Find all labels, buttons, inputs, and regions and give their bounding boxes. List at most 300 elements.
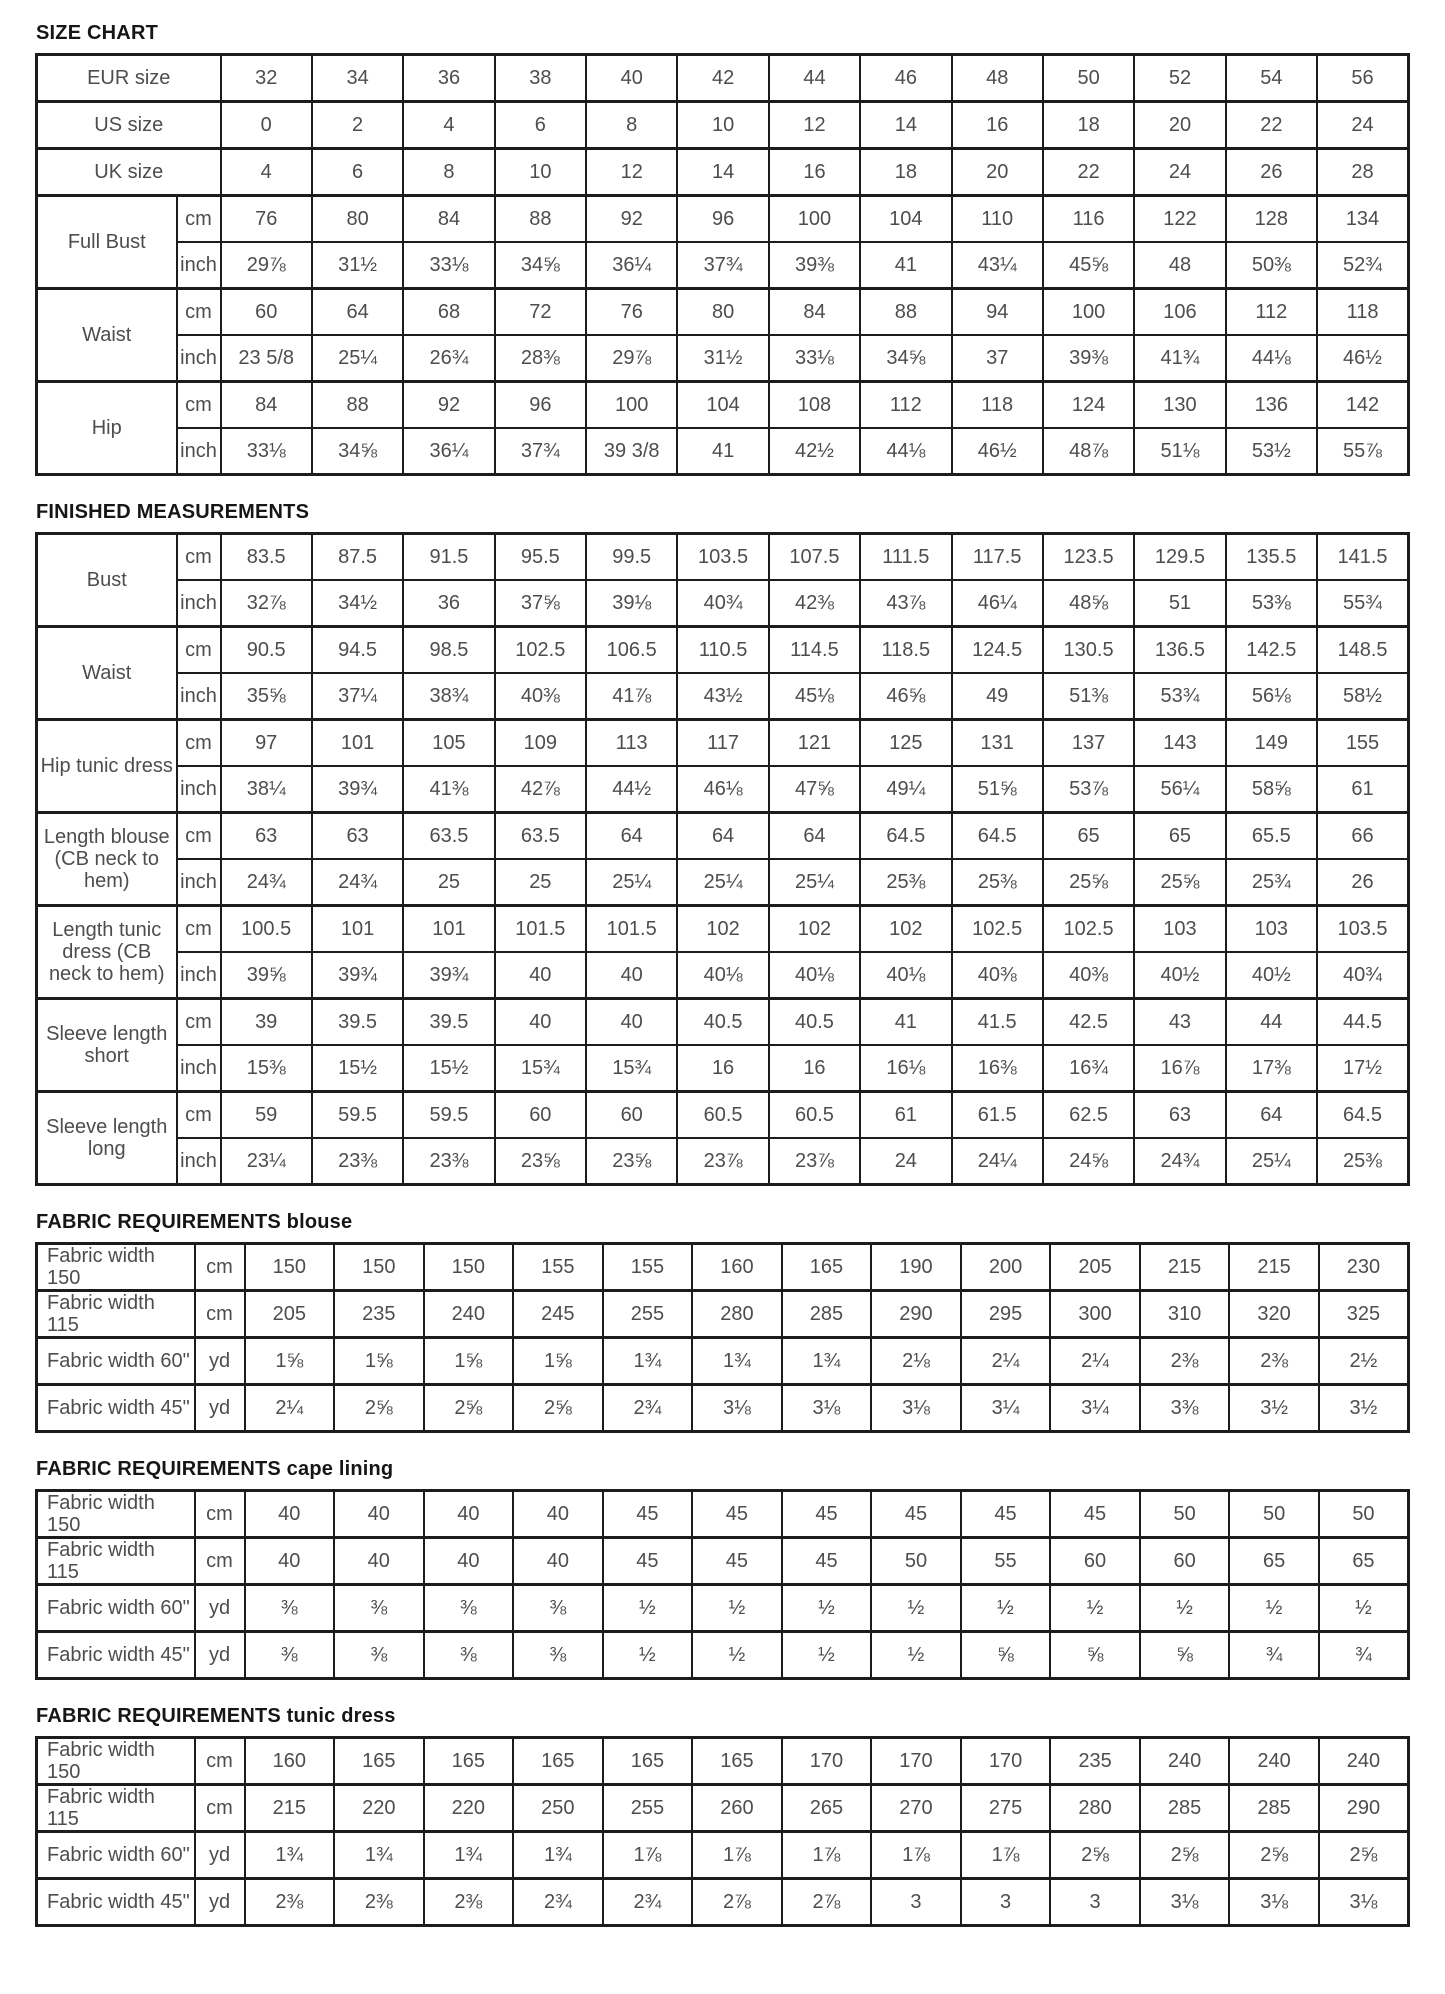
value-cell: 41.5 <box>952 999 1043 1046</box>
section-title: FINISHED MEASUREMENTS <box>36 501 310 523</box>
table-row <box>37 1738 1409 1785</box>
value-cell: 20 <box>952 149 1043 196</box>
value-cell: 44⅛ <box>860 428 951 475</box>
table-row <box>37 906 1409 953</box>
value-cell: 96 <box>495 382 586 429</box>
value-cell: 34⅝ <box>312 428 403 475</box>
value-cell: 60 <box>1140 1538 1230 1585</box>
value-cell: 150 <box>334 1244 424 1291</box>
value-cell: 285 <box>782 1291 872 1338</box>
value-cell: 39 3/8 <box>586 428 677 475</box>
value-cell: 18 <box>1043 102 1134 149</box>
value-cell: 38¼ <box>221 766 312 813</box>
value-cell: 285 <box>1229 1785 1319 1832</box>
value-cell: 2¼ <box>245 1385 335 1432</box>
value-cell: 31½ <box>677 335 768 382</box>
value-cell: 3¼ <box>961 1385 1051 1432</box>
value-cell: 44.5 <box>1317 999 1409 1046</box>
table-row <box>37 428 1409 475</box>
value-cell: ½ <box>961 1585 1051 1632</box>
value-cell: 61.5 <box>952 1092 1043 1139</box>
value-cell: 72 <box>495 289 586 336</box>
value-cell: 3 <box>871 1879 961 1926</box>
value-cell: 102 <box>860 906 951 953</box>
value-cell: 2⅜ <box>245 1879 335 1926</box>
value-cell: 39⅝ <box>221 952 312 999</box>
value-cell: 28 <box>1317 149 1408 196</box>
value-cell: 16⅞ <box>1134 1045 1225 1092</box>
value-cell: 160 <box>245 1738 335 1785</box>
value-cell: 42⅜ <box>769 580 860 627</box>
value-cell: 84 <box>403 196 494 243</box>
value-cell: 39⅛ <box>586 580 677 627</box>
row-label: Sleeve length short <box>37 999 177 1092</box>
value-cell: 33⅛ <box>769 335 860 382</box>
unit-cell: inch <box>177 673 221 720</box>
value-cell: 42½ <box>769 428 860 475</box>
value-cell: 8 <box>586 102 677 149</box>
value-cell: 38¾ <box>403 673 494 720</box>
table-row <box>37 242 1409 289</box>
value-cell: 1¾ <box>603 1338 693 1385</box>
table-row <box>37 1585 1409 1632</box>
value-cell: 60 <box>221 289 312 336</box>
value-cell: 25 <box>495 859 586 906</box>
value-cell: 84 <box>221 382 312 429</box>
unit-cell: cm <box>177 289 221 336</box>
value-cell: 165 <box>424 1738 514 1785</box>
value-cell: 124.5 <box>952 627 1043 674</box>
row-label: Fabric width 45" <box>37 1879 195 1926</box>
value-cell: 165 <box>603 1738 693 1785</box>
value-cell: 24 <box>1317 102 1408 149</box>
row-label: Fabric width 60" <box>37 1585 195 1632</box>
value-cell: 46⅝ <box>860 673 951 720</box>
value-cell: 107.5 <box>769 534 860 581</box>
value-cell: 24¾ <box>312 859 403 906</box>
value-cell: 96 <box>677 196 768 243</box>
value-cell: 44 <box>769 55 860 102</box>
value-cell: 37¾ <box>495 428 586 475</box>
value-cell: 95.5 <box>495 534 586 581</box>
value-cell: 55 <box>961 1538 1051 1585</box>
unit-cell: yd <box>195 1585 245 1632</box>
value-cell: 8 <box>403 149 494 196</box>
value-cell: 150 <box>245 1244 335 1291</box>
value-cell: 56⅛ <box>1226 673 1317 720</box>
value-cell: 170 <box>871 1738 961 1785</box>
unit-cell: inch <box>177 1045 221 1092</box>
unit-cell: inch <box>177 766 221 813</box>
row-label: Fabric width 150 <box>37 1491 195 1538</box>
value-cell: 255 <box>603 1291 693 1338</box>
value-cell: 170 <box>782 1738 872 1785</box>
value-cell: 65 <box>1319 1538 1409 1585</box>
value-cell: 59 <box>221 1092 312 1139</box>
value-cell: 155 <box>603 1244 693 1291</box>
value-cell: 165 <box>513 1738 603 1785</box>
value-cell: 25⅜ <box>860 859 951 906</box>
value-cell: 29⅞ <box>586 335 677 382</box>
value-cell: ¾ <box>1229 1632 1319 1679</box>
value-cell: ½ <box>603 1632 693 1679</box>
value-cell: 34 <box>312 55 403 102</box>
value-cell: 91.5 <box>403 534 494 581</box>
value-cell: 40 <box>586 952 677 999</box>
unit-cell: inch <box>177 428 221 475</box>
value-cell: 44⅛ <box>1226 335 1317 382</box>
value-cell: 48 <box>1134 242 1225 289</box>
table-row <box>37 55 1409 102</box>
value-cell: 87.5 <box>312 534 403 581</box>
value-cell: 40 <box>424 1538 514 1585</box>
table-row <box>37 766 1409 813</box>
row-label: Fabric width 150 <box>37 1244 195 1291</box>
unit-cell: cm <box>177 720 221 767</box>
value-cell: 1¾ <box>424 1832 514 1879</box>
value-cell: 141.5 <box>1317 534 1409 581</box>
value-cell: 58½ <box>1317 673 1409 720</box>
table-row <box>37 1879 1409 1926</box>
value-cell: 40 <box>513 1538 603 1585</box>
value-cell: 68 <box>403 289 494 336</box>
value-cell: 37¼ <box>312 673 403 720</box>
value-cell: 60 <box>1050 1538 1140 1585</box>
unit-cell: yd <box>195 1632 245 1679</box>
value-cell: 240 <box>1319 1738 1409 1785</box>
row-label: Hip tunic dress <box>37 720 177 813</box>
value-cell: 26 <box>1226 149 1317 196</box>
value-cell: 205 <box>1050 1244 1140 1291</box>
table-row <box>37 1385 1409 1432</box>
value-cell: 24 <box>860 1138 951 1185</box>
value-cell: ⅜ <box>334 1585 424 1632</box>
value-cell: 64 <box>769 813 860 860</box>
value-cell: 35⅝ <box>221 673 312 720</box>
table-row <box>37 1632 1409 1679</box>
value-cell: 205 <box>245 1291 335 1338</box>
value-cell: 10 <box>677 102 768 149</box>
value-cell: 106 <box>1134 289 1225 336</box>
value-cell: ½ <box>1140 1585 1230 1632</box>
value-cell: 17½ <box>1317 1045 1409 1092</box>
value-cell: 1¾ <box>245 1832 335 1879</box>
value-cell: 38 <box>495 55 586 102</box>
row-label: Fabric width 45" <box>37 1385 195 1432</box>
value-cell: 134 <box>1317 196 1408 243</box>
value-cell: 18 <box>860 149 951 196</box>
value-cell: 51 <box>1134 580 1225 627</box>
unit-cell: inch <box>177 242 221 289</box>
value-cell: 60.5 <box>677 1092 768 1139</box>
value-cell: 33⅛ <box>221 428 312 475</box>
value-cell: 28⅜ <box>495 335 586 382</box>
value-cell: 136.5 <box>1134 627 1225 674</box>
value-cell: 100.5 <box>221 906 312 953</box>
value-cell: 165 <box>782 1244 872 1291</box>
value-cell: 88 <box>860 289 951 336</box>
value-cell: 3⅛ <box>692 1385 782 1432</box>
value-cell: 45 <box>1050 1491 1140 1538</box>
value-cell: 285 <box>1140 1785 1230 1832</box>
value-cell: 59.5 <box>403 1092 494 1139</box>
table-row <box>37 1785 1409 1832</box>
value-cell: 39.5 <box>403 999 494 1046</box>
value-cell: 12 <box>769 102 860 149</box>
value-cell: 39⅜ <box>769 242 860 289</box>
value-cell: 4 <box>221 149 312 196</box>
value-cell: 43½ <box>677 673 768 720</box>
value-cell: ⅜ <box>513 1632 603 1679</box>
value-cell: 280 <box>1050 1785 1140 1832</box>
table-row <box>37 1338 1409 1385</box>
value-cell: 121 <box>769 720 860 767</box>
table-row <box>37 335 1409 382</box>
value-cell: 47⅝ <box>769 766 860 813</box>
measurements-table <box>35 532 1410 1186</box>
value-cell: 240 <box>424 1291 514 1338</box>
value-cell: 25 <box>403 859 494 906</box>
value-cell: 34½ <box>312 580 403 627</box>
table-row <box>37 1491 1409 1538</box>
value-cell: 25⅜ <box>952 859 1043 906</box>
value-cell: 24¼ <box>952 1138 1043 1185</box>
unit-cell: inch <box>177 1138 221 1185</box>
value-cell: 17⅜ <box>1226 1045 1317 1092</box>
unit-cell: cm <box>177 1092 221 1139</box>
table-row <box>37 534 1409 581</box>
value-cell: 58⅝ <box>1226 766 1317 813</box>
value-cell: 245 <box>513 1291 603 1338</box>
value-cell: 10 <box>495 149 586 196</box>
value-cell: ½ <box>692 1632 782 1679</box>
row-label: Sleeve length long <box>37 1092 177 1185</box>
value-cell: 4 <box>403 102 494 149</box>
value-cell: 46½ <box>952 428 1043 475</box>
value-cell: 3½ <box>1319 1385 1409 1432</box>
table-row <box>37 1045 1409 1092</box>
value-cell: 40 <box>513 1491 603 1538</box>
value-cell: 40½ <box>1226 952 1317 999</box>
value-cell: 24⅝ <box>1043 1138 1134 1185</box>
value-cell: 40⅛ <box>769 952 860 999</box>
value-cell: 45 <box>961 1491 1051 1538</box>
value-cell: 64.5 <box>1317 1092 1409 1139</box>
section-title: FABRIC REQUIREMENTS tunic dress <box>36 1705 396 1727</box>
value-cell: 40⅜ <box>1043 952 1134 999</box>
value-cell: 54 <box>1226 55 1317 102</box>
value-cell: 50 <box>1319 1491 1409 1538</box>
value-cell: ⅜ <box>245 1585 335 1632</box>
value-cell: 83.5 <box>221 534 312 581</box>
unit-cell: yd <box>195 1385 245 1432</box>
row-label: US size <box>37 102 221 149</box>
value-cell: 290 <box>1319 1785 1409 1832</box>
unit-cell: cm <box>177 627 221 674</box>
value-cell: 2½ <box>1319 1338 1409 1385</box>
table-row <box>37 1291 1409 1338</box>
value-cell: 104 <box>677 382 768 429</box>
value-cell: 135.5 <box>1226 534 1317 581</box>
value-cell: 104 <box>860 196 951 243</box>
value-cell: 76 <box>586 289 677 336</box>
value-cell: 190 <box>871 1244 961 1291</box>
fabric-requirements-table <box>35 1242 1410 1433</box>
value-cell: 3 <box>961 1879 1051 1926</box>
value-cell: 88 <box>312 382 403 429</box>
value-cell: 40.5 <box>769 999 860 1046</box>
row-label: UK size <box>37 149 221 196</box>
value-cell: 150 <box>424 1244 514 1291</box>
value-cell: 60 <box>586 1092 677 1139</box>
value-cell: 40 <box>245 1491 335 1538</box>
value-cell: 20 <box>1134 102 1225 149</box>
value-cell: 40⅛ <box>860 952 951 999</box>
value-cell: 3⅛ <box>1319 1879 1409 1926</box>
value-cell: 118 <box>952 382 1043 429</box>
value-cell: 128 <box>1226 196 1317 243</box>
value-cell: ⅜ <box>245 1632 335 1679</box>
table-row <box>37 859 1409 906</box>
value-cell: 63.5 <box>403 813 494 860</box>
row-label: Length blouse (CB neck to hem) <box>37 813 177 906</box>
value-cell: 84 <box>769 289 860 336</box>
unit-cell: cm <box>195 1244 245 1291</box>
value-cell: 45⅝ <box>1043 242 1134 289</box>
value-cell: 76 <box>221 196 312 243</box>
value-cell: 118.5 <box>860 627 951 674</box>
value-cell: 39⅜ <box>1043 335 1134 382</box>
value-cell: 25¾ <box>1226 859 1317 906</box>
value-cell: 37¾ <box>677 242 768 289</box>
value-cell: 3 <box>1050 1879 1140 1926</box>
value-cell: 117 <box>677 720 768 767</box>
value-cell: 45 <box>692 1538 782 1585</box>
value-cell: 165 <box>692 1738 782 1785</box>
value-cell: ½ <box>782 1585 872 1632</box>
value-cell: 113 <box>586 720 677 767</box>
row-label: Hip <box>37 382 177 475</box>
table-row <box>37 382 1409 429</box>
value-cell: 63.5 <box>495 813 586 860</box>
value-cell: 290 <box>871 1291 961 1338</box>
unit-cell: yd <box>195 1879 245 1926</box>
value-cell: 1⅞ <box>782 1832 872 1879</box>
value-cell: 155 <box>1317 720 1409 767</box>
value-cell: 56 <box>1317 55 1408 102</box>
value-cell: 50 <box>1229 1491 1319 1538</box>
value-cell: 25¼ <box>677 859 768 906</box>
value-cell: 16 <box>769 149 860 196</box>
value-cell: 2¾ <box>603 1385 693 1432</box>
table-row <box>37 149 1409 196</box>
value-cell: 51⅜ <box>1043 673 1134 720</box>
unit-cell: cm <box>177 999 221 1046</box>
value-cell: 106.5 <box>586 627 677 674</box>
value-cell: 148.5 <box>1317 627 1409 674</box>
value-cell: 250 <box>513 1785 603 1832</box>
value-cell: 155 <box>513 1244 603 1291</box>
value-cell: 53⅞ <box>1043 766 1134 813</box>
value-cell: 40¾ <box>677 580 768 627</box>
value-cell: 130 <box>1134 382 1225 429</box>
row-label: Fabric width 45" <box>37 1632 195 1679</box>
row-label: Fabric width 115 <box>37 1538 195 1585</box>
table-row <box>37 1092 1409 1139</box>
value-cell: 275 <box>961 1785 1051 1832</box>
value-cell: 40¾ <box>1317 952 1409 999</box>
value-cell: 45 <box>782 1491 872 1538</box>
value-cell: 310 <box>1140 1291 1230 1338</box>
value-cell: 23⅞ <box>677 1138 768 1185</box>
value-cell: 50 <box>1043 55 1134 102</box>
unit-cell: inch <box>177 952 221 999</box>
value-cell: 60 <box>495 1092 586 1139</box>
value-cell: 12 <box>586 149 677 196</box>
value-cell: 25¼ <box>312 335 403 382</box>
value-cell: ½ <box>871 1632 961 1679</box>
value-cell: 2⅝ <box>1319 1832 1409 1879</box>
value-cell: 50⅜ <box>1226 242 1317 289</box>
value-cell: 103 <box>1226 906 1317 953</box>
value-cell: 34⅝ <box>495 242 586 289</box>
value-cell: 40 <box>424 1491 514 1538</box>
value-cell: 65 <box>1229 1538 1319 1585</box>
value-cell: 2⅞ <box>692 1879 782 1926</box>
value-cell: 25¼ <box>1226 1138 1317 1185</box>
value-cell: 36¼ <box>586 242 677 289</box>
value-cell: 129.5 <box>1134 534 1225 581</box>
value-cell: 25⅝ <box>1134 859 1225 906</box>
fabric-requirements-table <box>35 1736 1410 1927</box>
value-cell: 64 <box>1226 1092 1317 1139</box>
value-cell: 101.5 <box>495 906 586 953</box>
value-cell: 15⅜ <box>221 1045 312 1092</box>
value-cell: 50 <box>871 1538 961 1585</box>
table-row <box>37 673 1409 720</box>
section-title: FABRIC REQUIREMENTS blouse <box>36 1211 353 1233</box>
value-cell: 40⅛ <box>677 952 768 999</box>
value-cell: 37 <box>952 335 1043 382</box>
value-cell: 16 <box>952 102 1043 149</box>
value-cell: 2⅝ <box>334 1385 424 1432</box>
value-cell: 105 <box>403 720 494 767</box>
value-cell: 55⅞ <box>1317 428 1408 475</box>
value-cell: ½ <box>871 1585 961 1632</box>
value-cell: 25¼ <box>586 859 677 906</box>
value-cell: 62.5 <box>1043 1092 1134 1139</box>
value-cell: 53⅜ <box>1226 580 1317 627</box>
unit-cell: inch <box>177 859 221 906</box>
value-cell: ⅜ <box>334 1632 424 1679</box>
value-cell: 3¼ <box>1050 1385 1140 1432</box>
value-cell: 102.5 <box>1043 906 1134 953</box>
value-cell: 3⅛ <box>871 1385 961 1432</box>
value-cell: 43 <box>1134 999 1225 1046</box>
value-cell: 123.5 <box>1043 534 1134 581</box>
unit-cell: cm <box>195 1291 245 1338</box>
table-row <box>37 999 1409 1046</box>
value-cell: 40 <box>495 952 586 999</box>
value-cell: 50 <box>1140 1491 1230 1538</box>
value-cell: 40 <box>245 1538 335 1585</box>
value-cell: 2¾ <box>603 1879 693 1926</box>
value-cell: 22 <box>1043 149 1134 196</box>
value-cell: 165 <box>334 1738 424 1785</box>
section-title: FABRIC REQUIREMENTS cape lining <box>36 1458 394 1480</box>
value-cell: 88 <box>495 196 586 243</box>
value-cell: 16¾ <box>1043 1045 1134 1092</box>
